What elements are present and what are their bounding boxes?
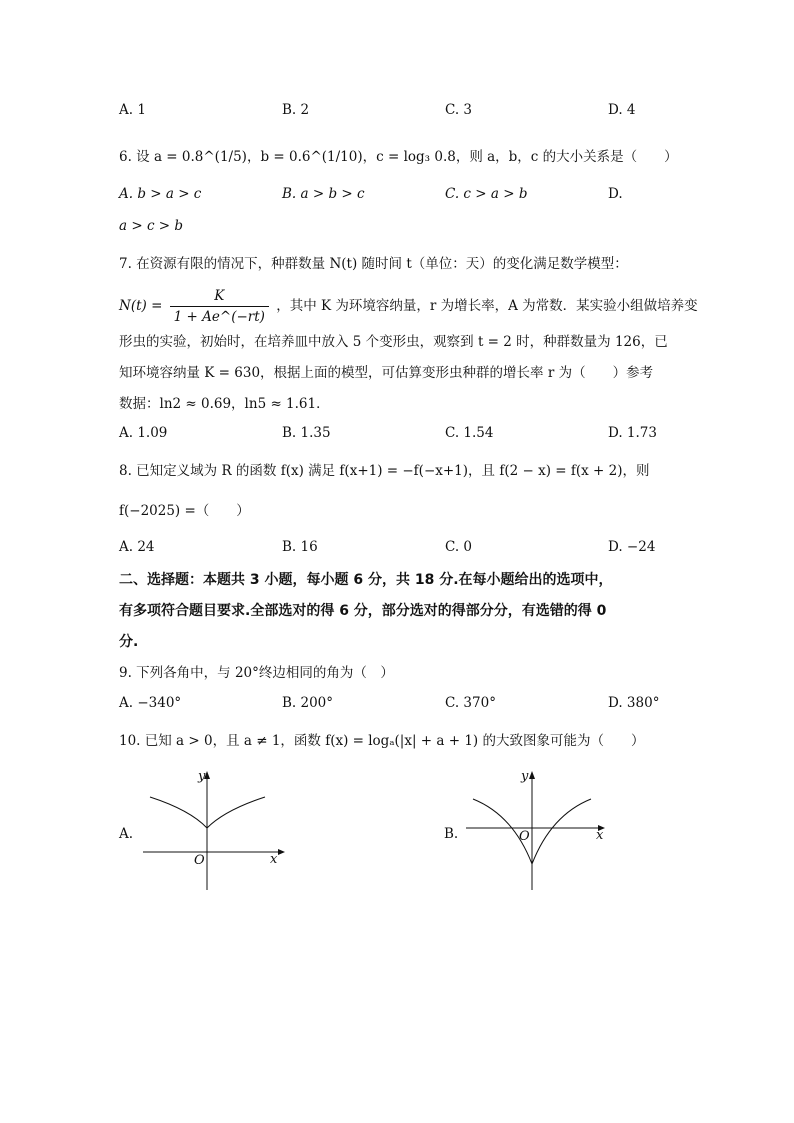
q6-stem: 6. 设 a = 0.8^(1/5)，b = 0.6^(1/10)，c = log₃ 0.8，则 a，b，c 的大小关系是（ ） bbox=[119, 149, 678, 165]
section2-line1: 二、选择题：本题共 3 小题，每小题 6 分，共 18 分.在每小题给出的选项中， bbox=[119, 572, 613, 588]
q5-options bbox=[119, 102, 679, 122]
q7-line3: 形虫的实验，初始时，在培养皿中放入 5 个变形虫，观察到 t = 2 时，种群数量为 126，已 bbox=[119, 334, 668, 350]
q6-option-c[interactable]: C. c > a > b bbox=[445, 186, 528, 202]
q7-option-c[interactable]: C. 1.54 bbox=[445, 425, 494, 441]
origin-label-a: O bbox=[194, 853, 205, 868]
q7-formula-denominator: 1 + Ae^(−rt) bbox=[173, 309, 265, 325]
x-label-a: x bbox=[270, 852, 278, 867]
y-label-a: y bbox=[198, 769, 206, 784]
q10-graph-b-label[interactable]: B. bbox=[444, 826, 459, 842]
q7-stem: 7. 在资源有限的情况下，种群数量 N(t) 随时间 t（单位：天）的变化满足数学模型： bbox=[119, 256, 628, 272]
q7-options bbox=[119, 425, 679, 445]
q7-option-d[interactable]: D. 1.73 bbox=[608, 425, 657, 441]
q8-stem: 8. 已知定义域为 R 的函数 f(x) 满足 f(x+1) = −f(−x+1)，且 f(2 − x) = f(x + 2)，则 bbox=[119, 463, 650, 479]
q7-formula-fraction bbox=[170, 286, 269, 327]
y-label-b: y bbox=[521, 769, 529, 784]
q8-option-d[interactable]: D. −24 bbox=[608, 539, 656, 555]
y-arrow-b bbox=[529, 771, 535, 779]
q7-formula-numerator: K bbox=[170, 286, 269, 307]
q5-option-d[interactable]: D. 4 bbox=[608, 102, 636, 118]
q5-option-c[interactable]: C. 3 bbox=[445, 102, 473, 118]
section2-line3: 分. bbox=[119, 634, 139, 650]
q9-options bbox=[119, 695, 679, 715]
q9-option-c[interactable]: C. 370° bbox=[445, 695, 496, 711]
section2-line2: 有多项符合题目要求.全部选对的得 6 分，部分选对的得部分分，有选错的得 0 bbox=[119, 603, 607, 619]
q10-graph-b bbox=[463, 765, 613, 895]
q5-option-a[interactable]: A. 1 bbox=[119, 102, 146, 118]
q9-option-d[interactable]: D. 380° bbox=[608, 695, 660, 711]
q7-line4: 知环境容纳量 K = 630，根据上面的模型，可估算变形虫种群的增长率 r 为（ ）参考 bbox=[119, 365, 654, 381]
x-arrow-a bbox=[278, 849, 285, 855]
q6-option-b[interactable]: B. a > b > c bbox=[282, 186, 365, 202]
q7-option-b[interactable]: B. 1.35 bbox=[282, 425, 331, 441]
q10-stem: 10. 已知 a > 0，且 a ≠ 1，函数 f(x) = logₐ(|x| + a + 1) 的大致图象可能为（ ） bbox=[119, 733, 645, 749]
q8-option-a[interactable]: A. 24 bbox=[119, 539, 155, 555]
q6-options bbox=[119, 186, 679, 206]
origin-label-b: O bbox=[519, 829, 530, 844]
q7-line2: ，其中 K 为环境容纳量，r 为增长率，A 为常数．某实验小组做培养变 bbox=[276, 298, 698, 314]
q8-option-b[interactable]: B. 16 bbox=[282, 539, 318, 555]
q6-option-d-content: a > c > b bbox=[119, 218, 184, 234]
q9-option-b[interactable]: B. 200° bbox=[282, 695, 334, 711]
q10-graph-a bbox=[140, 765, 290, 895]
q5-option-b[interactable]: B. 2 bbox=[282, 102, 310, 118]
q9-option-a[interactable]: A. −340° bbox=[119, 695, 182, 711]
q10-graph-a-label[interactable]: A. bbox=[119, 826, 134, 842]
q8-line2: f(−2025) =（ ） bbox=[119, 503, 250, 519]
q7-formula-lhs: N(t) = bbox=[119, 298, 163, 314]
q8-options bbox=[119, 539, 679, 559]
q7-line5: 数据：ln2 ≈ 0.69，ln5 ≈ 1.61． bbox=[119, 396, 330, 412]
q9-stem: 9. 下列各角中，与 20°终边相同的角为（ ） bbox=[119, 665, 394, 681]
x-label-b: x bbox=[596, 828, 604, 843]
q6-option-d[interactable]: D. bbox=[608, 186, 623, 202]
q8-option-c[interactable]: C. 0 bbox=[445, 539, 473, 555]
q6-option-a[interactable]: A. b > a > c bbox=[119, 186, 202, 202]
q7-option-a[interactable]: A. 1.09 bbox=[119, 425, 168, 441]
q7-formula-line bbox=[119, 286, 698, 327]
